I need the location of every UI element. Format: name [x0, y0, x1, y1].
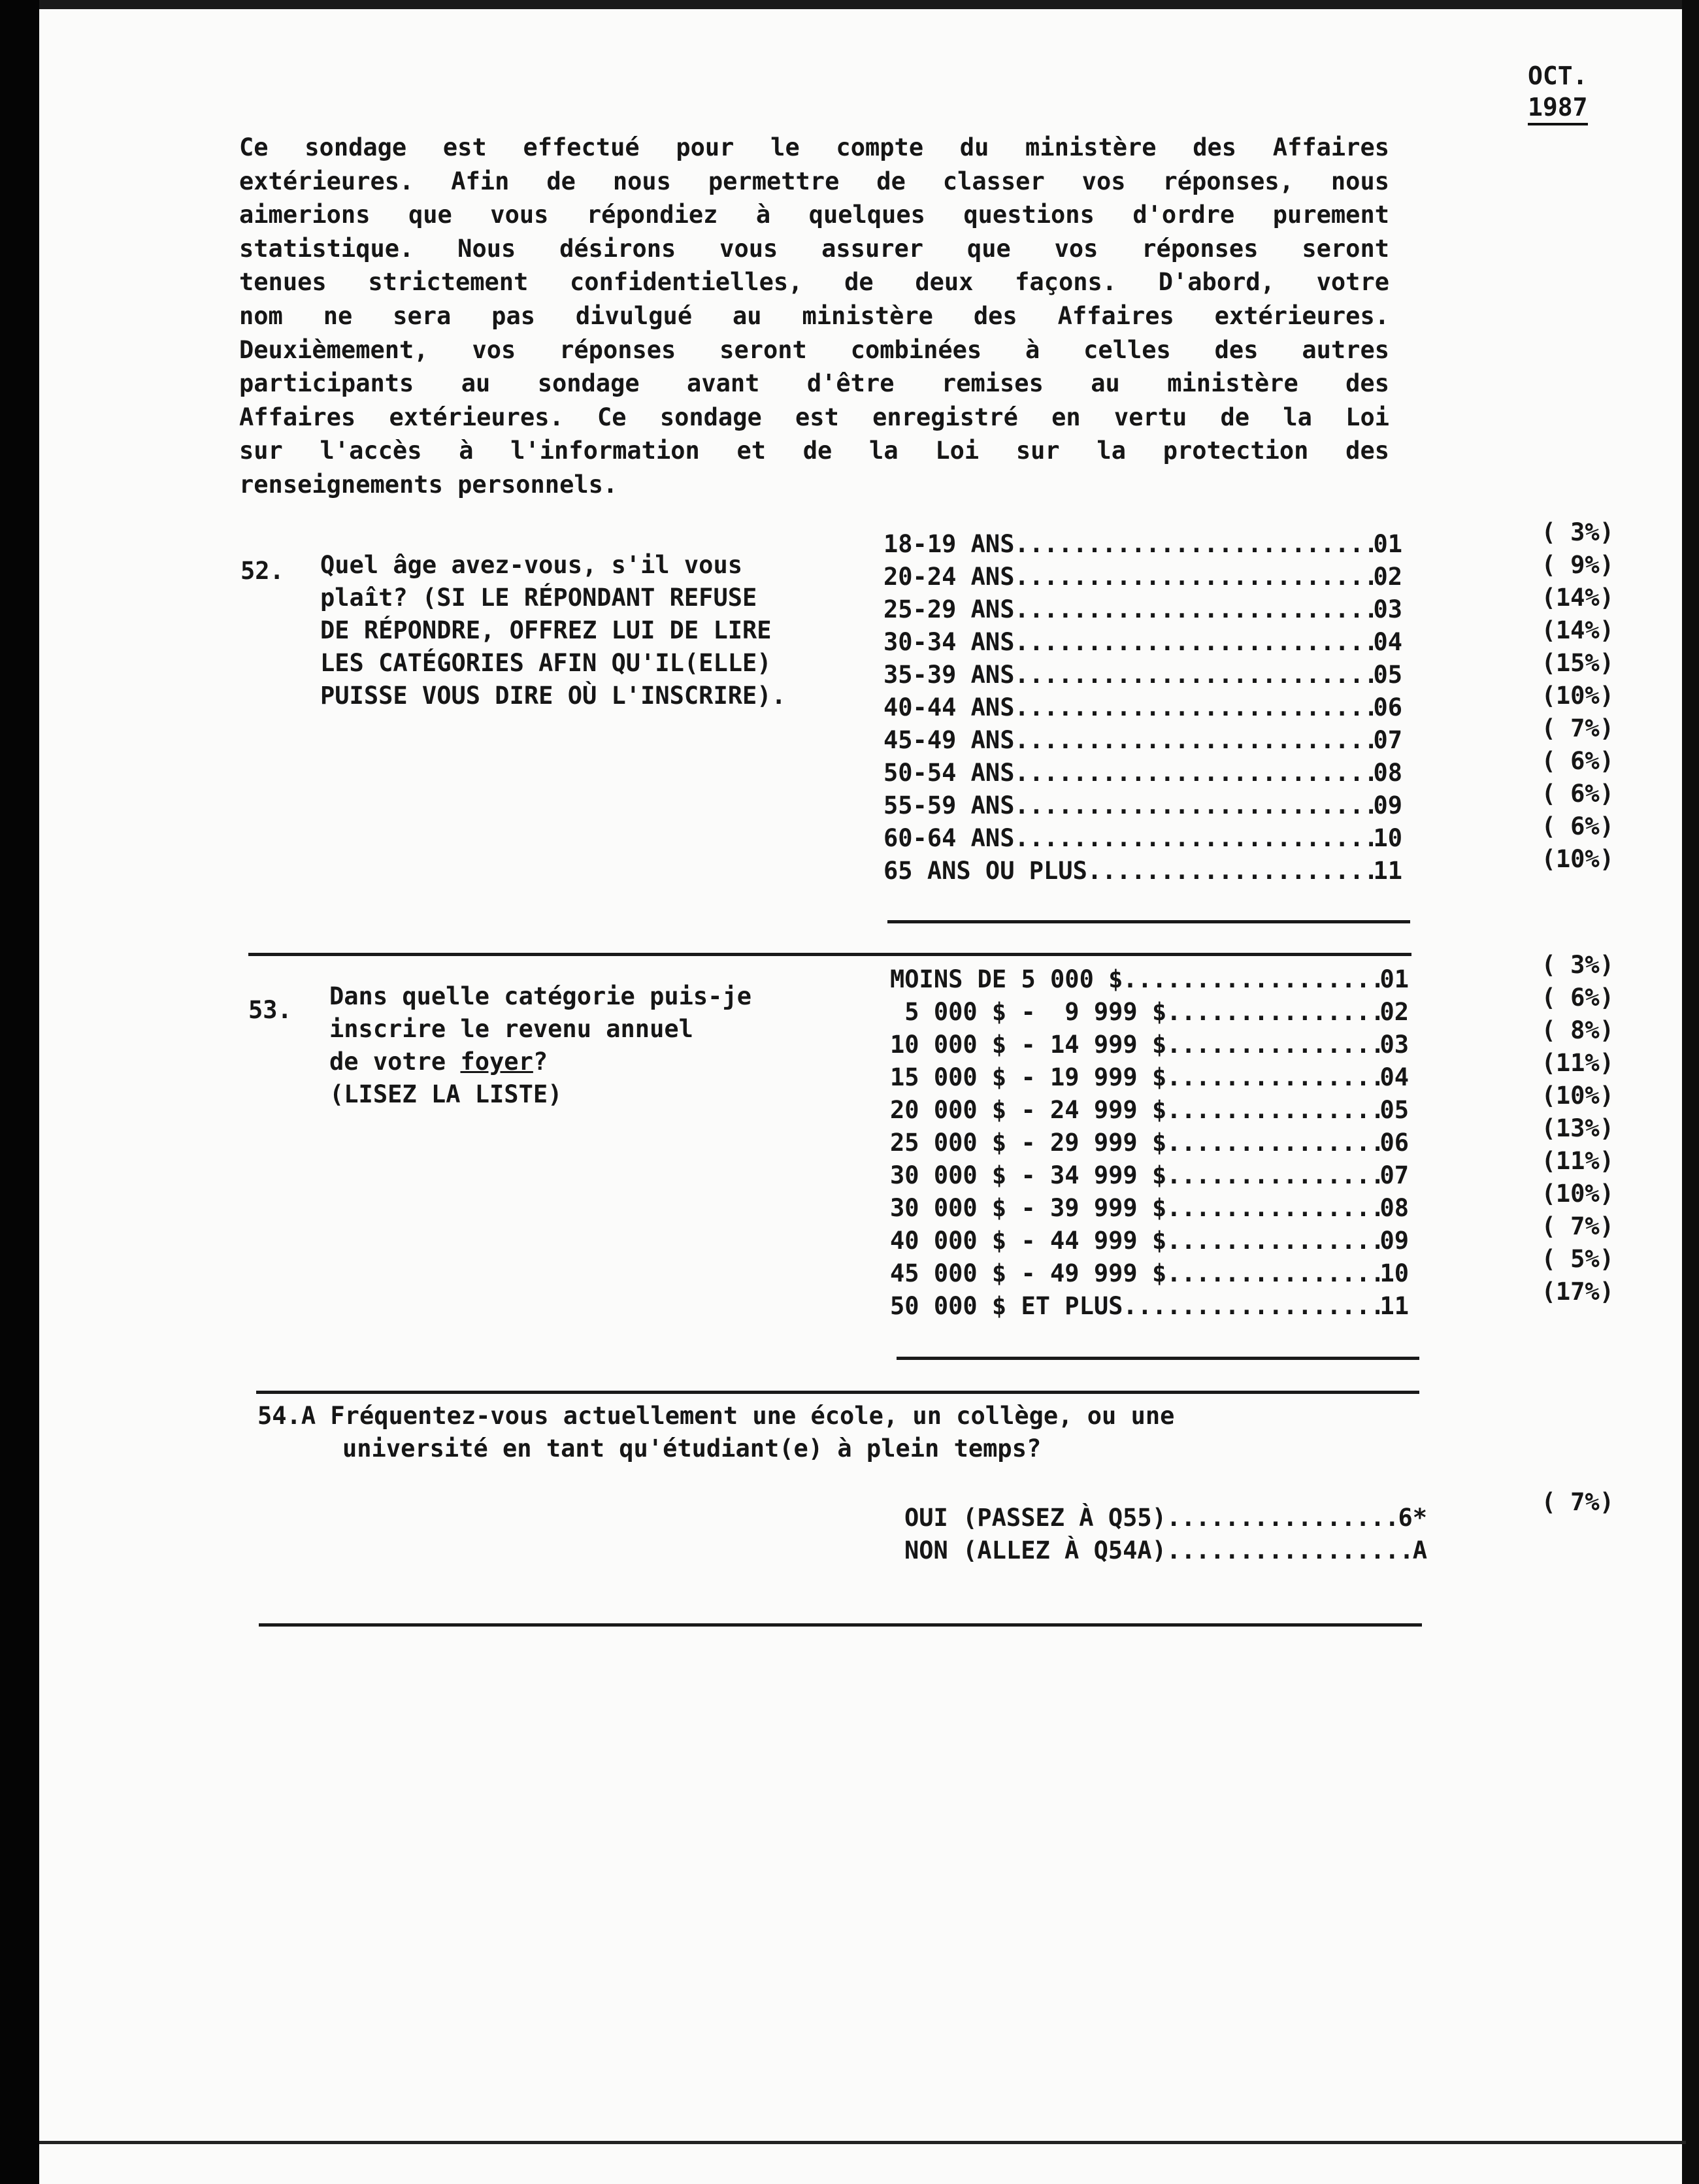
leader-dots [1087, 855, 1374, 887]
section-divider [887, 920, 1410, 923]
percentage: (10%) [1541, 845, 1614, 873]
option-label: 30-34 ANS [883, 628, 1015, 656]
option-label: 65 ANS OU PLUS [883, 857, 1087, 885]
option-label: 40-44 ANS [883, 693, 1015, 721]
q52-option[interactable] [883, 757, 1402, 789]
option-code: A [1412, 1536, 1427, 1564]
section-divider [256, 1391, 1419, 1394]
option-code: 07 [1379, 1161, 1409, 1189]
q52-option[interactable] [883, 593, 1402, 626]
option-code: 04 [1379, 1063, 1409, 1091]
option-label: 45 000 $ - 49 999 $ [890, 1259, 1167, 1287]
intro-line: statistique. Nous désirons vous assurer que vos réponses seront [239, 234, 1389, 263]
q53-option[interactable] [890, 1225, 1409, 1257]
leader-dots [1166, 1029, 1379, 1061]
leader-dots [1166, 1061, 1379, 1094]
leader-dots [1014, 659, 1373, 691]
percentage: ( 6%) [1541, 812, 1614, 840]
q53-underlined-word: foyer [460, 1048, 533, 1076]
leader-dots [1123, 1290, 1379, 1323]
percentage: (11%) [1541, 1147, 1614, 1175]
q53-question [329, 980, 751, 1111]
q54-question [257, 1400, 1174, 1465]
option-code: 03 [1379, 1031, 1409, 1059]
option-label: MOINS DE 5 000 $ [890, 965, 1123, 993]
leader-dots [1166, 1159, 1379, 1192]
q53-option[interactable] [890, 1029, 1409, 1061]
option-code: 01 [1373, 530, 1402, 558]
q52-option[interactable] [883, 855, 1402, 887]
intro-line: Ce sondage est effectué pour le compte du ministère des Affaires [239, 133, 1389, 161]
option-code: 08 [1379, 1194, 1409, 1222]
option-label: 50 000 $ ET PLUS [890, 1292, 1123, 1320]
intro-line: extérieures. Afin de nous permettre de classer vos réponses, nous [239, 167, 1389, 195]
q53-option[interactable] [890, 1094, 1409, 1127]
percentage: ( 6%) [1541, 780, 1614, 808]
q53-line: Dans quelle catégorie puis-je [329, 982, 752, 1010]
leader-dots [1166, 1534, 1413, 1567]
date-year: 1987 [1528, 91, 1588, 125]
option-label: 40 000 $ - 44 999 $ [890, 1227, 1167, 1255]
option-label: NON (ALLEZ À Q54A) [904, 1536, 1166, 1564]
percentage: (17%) [1541, 1278, 1614, 1306]
percentage: ( 3%) [1541, 951, 1614, 979]
q52-line: DE RÉPONDRE, OFFREZ LUI DE LIRE [320, 616, 772, 644]
percentage: (10%) [1541, 1082, 1614, 1110]
leader-dots [1014, 724, 1373, 757]
option-code: 10 [1373, 824, 1402, 852]
q53-option[interactable] [890, 1061, 1409, 1094]
option-label: 50-54 ANS [883, 759, 1015, 787]
q52-percentages [1529, 516, 1614, 876]
option-label: 15 000 $ - 19 999 $ [890, 1063, 1167, 1091]
q53-line3-start: de votre [329, 1048, 461, 1076]
option-code: 11 [1379, 1292, 1409, 1320]
q53-option[interactable] [890, 1127, 1409, 1159]
q53-number: 53. [248, 996, 292, 1024]
q52-option[interactable] [883, 691, 1402, 724]
q53-line3-end: ? [533, 1048, 548, 1076]
option-code: 09 [1373, 791, 1402, 819]
option-code: 04 [1373, 628, 1402, 656]
percentage: ( 7%) [1541, 714, 1614, 742]
scan-edge-right [1682, 0, 1699, 2184]
q52-options [883, 528, 1402, 887]
option-code: 09 [1379, 1227, 1409, 1255]
leader-dots [1014, 561, 1373, 593]
q53-option[interactable] [890, 1159, 1409, 1192]
leader-dots [1014, 822, 1373, 855]
q53-option[interactable] [890, 996, 1409, 1029]
percentage: (10%) [1541, 1180, 1614, 1208]
percentage: ( 3%) [1541, 518, 1614, 546]
percentage: ( 5%) [1541, 1245, 1614, 1273]
q52-option[interactable] [883, 822, 1402, 855]
intro-line: aimerions que vous répondiez à quelques questions d'ordre purement [239, 201, 1389, 229]
percentage: (14%) [1541, 584, 1614, 612]
option-code: 11 [1373, 857, 1402, 885]
leader-dots [1014, 593, 1373, 626]
option-code: 03 [1373, 595, 1402, 623]
leader-dots [1166, 1257, 1379, 1290]
leader-dots [1166, 1225, 1379, 1257]
intro-line: Deuxièmement, vos réponses seront combinées à celles des autres [239, 335, 1389, 364]
option-code: 08 [1373, 759, 1402, 787]
leader-dots [1014, 626, 1373, 659]
q54-number: 54.A [257, 1402, 316, 1430]
percentage: (14%) [1541, 616, 1614, 644]
option-code: 07 [1373, 726, 1402, 754]
option-code: 06 [1379, 1129, 1409, 1157]
percentage: ( 8%) [1541, 1016, 1614, 1044]
q54-option[interactable] [904, 1534, 1427, 1567]
leader-dots [1166, 1502, 1398, 1534]
q53-option[interactable] [890, 963, 1409, 996]
intro-line: nom ne sera pas divulgué au ministère des Affaires extérieures. [239, 301, 1389, 330]
leader-dots [1014, 789, 1373, 822]
section-divider [248, 953, 1411, 956]
q52-option[interactable] [883, 626, 1402, 659]
intro-line: sur l'accès à l'information et de la Loi sur la protection des [239, 437, 1389, 465]
q54-line: université en tant qu'étudiant(e) à plein temps? [342, 1434, 1042, 1463]
q54-line [257, 1400, 1174, 1432]
q52-number: 52. [240, 557, 284, 585]
intro-line: renseignements personnels. [239, 470, 618, 499]
date-month: OCT. [1528, 61, 1588, 90]
document-date [1528, 60, 1588, 125]
percentage: (13%) [1541, 1114, 1614, 1142]
q53-percentages [1529, 949, 1614, 1308]
q54-option[interactable] [904, 1502, 1427, 1534]
option-code: 01 [1379, 965, 1409, 993]
q54-percentages [1529, 1486, 1614, 1519]
leader-dots [1014, 691, 1373, 724]
percentage: ( 6%) [1541, 747, 1614, 775]
option-code: 6* [1398, 1504, 1427, 1532]
q53-options [890, 963, 1409, 1323]
q52-option[interactable] [883, 659, 1402, 691]
leader-dots [1166, 1094, 1379, 1127]
q54-line1-text: Fréquentez-vous actuellement une école, un collège, ou une [330, 1402, 1175, 1430]
section-divider [897, 1357, 1419, 1360]
option-label: 30 000 $ - 39 999 $ [890, 1194, 1167, 1222]
percentage: ( 9%) [1541, 551, 1614, 579]
intro-line: Affaires extérieures. Ce sondage est enregistré en vertu de la Loi [239, 403, 1389, 431]
page-bottom-edge [39, 2141, 1686, 2144]
scan-edge-left [0, 0, 39, 2184]
intro-line: participants au sondage avant d'être remises au ministère des [239, 369, 1389, 398]
q52-option[interactable] [883, 561, 1402, 593]
option-label: 5 000 $ - 9 999 $ [890, 998, 1167, 1026]
percentage: ( 7%) [1541, 1212, 1614, 1240]
q52-option[interactable] [883, 724, 1402, 757]
q52-line: Quel âge avez-vous, s'il vous [320, 551, 743, 579]
percentage: (10%) [1541, 682, 1614, 710]
leader-dots [1014, 757, 1373, 789]
option-label: 25 000 $ - 29 999 $ [890, 1129, 1167, 1157]
q53-option[interactable] [890, 1192, 1409, 1225]
option-label: 35-39 ANS [883, 661, 1015, 689]
section-divider [259, 1623, 1422, 1627]
q54-options [904, 1502, 1427, 1567]
q52-option[interactable] [883, 789, 1402, 822]
leader-dots [1166, 996, 1379, 1029]
option-label: 10 000 $ - 14 999 $ [890, 1031, 1167, 1059]
percentage: ( 6%) [1541, 984, 1614, 1012]
intro-line: tenues strictement confidentielles, de deux façons. D'abord, votre [239, 268, 1389, 297]
q53-line: (LISEZ LA LISTE) [329, 1080, 563, 1108]
option-code: 05 [1373, 661, 1402, 689]
intro-paragraph [239, 131, 1389, 502]
q53-option[interactable] [890, 1257, 1409, 1290]
q52-line: plaît? (SI LE RÉPONDANT REFUSE [320, 584, 757, 612]
option-code: 02 [1379, 998, 1409, 1026]
percentage: ( 7%) [1541, 1488, 1614, 1516]
leader-dots [1123, 963, 1379, 996]
option-code: 02 [1373, 563, 1402, 591]
option-label: 60-64 ANS [883, 824, 1015, 852]
option-label: 30 000 $ - 34 999 $ [890, 1161, 1167, 1189]
option-label: OUI (PASSEZ À Q55) [904, 1504, 1166, 1532]
q52-line: LES CATÉGORIES AFIN QU'IL(ELLE) [320, 649, 772, 677]
option-label: 20 000 $ - 24 999 $ [890, 1096, 1167, 1124]
q52-option[interactable] [883, 528, 1402, 561]
q53-line: inscrire le revenu annuel [329, 1015, 693, 1043]
scan-edge-top [26, 0, 1686, 9]
option-label: 45-49 ANS [883, 726, 1015, 754]
option-label: 55-59 ANS [883, 791, 1015, 819]
percentage: (11%) [1541, 1049, 1614, 1077]
q52-question [320, 549, 786, 712]
leader-dots [1166, 1127, 1379, 1159]
q53-option[interactable] [890, 1290, 1409, 1323]
option-label: 18-19 ANS [883, 530, 1015, 558]
leader-dots [1166, 1192, 1379, 1225]
option-code: 06 [1373, 693, 1402, 721]
percentage: (15%) [1541, 649, 1614, 677]
option-code: 05 [1379, 1096, 1409, 1124]
q53-line [329, 1046, 751, 1078]
leader-dots [1014, 528, 1373, 561]
option-label: 25-29 ANS [883, 595, 1015, 623]
option-label: 20-24 ANS [883, 563, 1015, 591]
q52-line: PUISSE VOUS DIRE OÙ L'INSCRIRE). [320, 682, 786, 710]
option-code: 10 [1379, 1259, 1409, 1287]
